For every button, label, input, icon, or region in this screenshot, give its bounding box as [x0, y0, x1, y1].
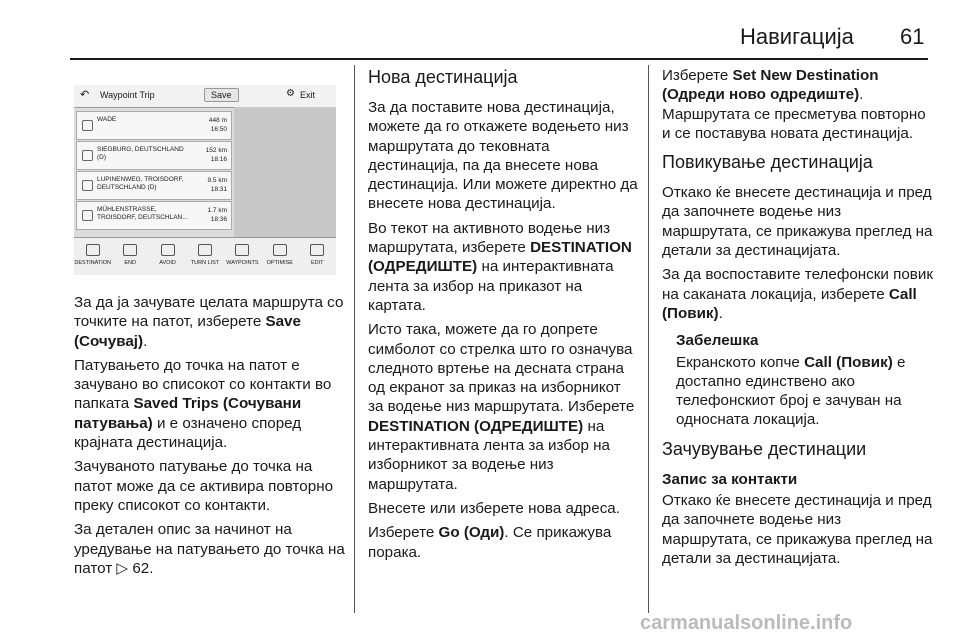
screenshot-toolbar [74, 237, 336, 275]
end-icon [123, 244, 137, 256]
screenshot-exit-button: Exit [300, 90, 316, 100]
column-divider-2 [648, 65, 649, 613]
tool-destination [74, 238, 111, 275]
text: на интерактивната лента за избор на приказот на картата. [368, 258, 614, 314]
gear-icon: ⚙ [286, 88, 295, 99]
header-rule [70, 58, 928, 60]
ui-term: DESTINATION (ОДРЕДИШТЕ) [368, 417, 584, 435]
waypoint-distance: 1.7 km [207, 207, 227, 214]
ui-term: Save (Сочувај) [74, 313, 301, 350]
waypoint-distance: 448 m [208, 117, 227, 124]
note-block [662, 331, 934, 429]
paragraph: Откако ќе внесете дестинација и пред да започнете водење низ маршрутата, се прикажува преглед на детали за дестинацијата. [662, 184, 933, 260]
paragraph: Внесете или изберете нова адреса. [368, 499, 620, 517]
tool-label: DESTINATION [74, 260, 111, 266]
waypoint-distance: 152 km [205, 147, 227, 154]
text: и е означено според крајната дестинација. [74, 414, 302, 452]
paragraph [368, 320, 640, 494]
column-1-text [74, 293, 346, 583]
tool-turn-list [186, 238, 223, 275]
waypoint-time: 16:50 [210, 126, 227, 133]
section-heading: Нова дестинација [368, 67, 518, 87]
waypoint-icon [82, 150, 93, 161]
tool-label: OPTIMISE [266, 260, 293, 266]
tool-edit [299, 238, 336, 275]
note-text [676, 353, 934, 430]
tool-end [111, 238, 148, 275]
column-3-text [662, 66, 934, 573]
waypoint-icon [82, 180, 93, 191]
waypoint-name: LUPINENWEG, TROISDORF, DEUTSCHLAND (D) [97, 176, 184, 191]
waypoint-info [207, 206, 227, 224]
waypoint-icon [82, 120, 93, 131]
paragraph [662, 66, 934, 143]
column-2-text [368, 66, 640, 567]
paragraph: Зачуваното патување до точка на патот може да се активира повторно преку списокот со контакти. [74, 458, 334, 514]
waypoint-name: WADE [97, 116, 117, 123]
screenshot-waypoint-row [76, 171, 232, 200]
tool-label: EDIT [310, 260, 324, 266]
ui-term: DESTINATION (ОДРЕДИШТЕ) [368, 239, 632, 276]
waypoint-time: 18:36 [210, 216, 227, 223]
screenshot-title-bar [74, 85, 336, 108]
optimise-icon [273, 244, 287, 256]
turn-list-icon [198, 244, 212, 256]
waypoint-time: 18:16 [210, 156, 227, 163]
paragraph: За да поставите нова дестинација, можете да го откажете водењето низ маршрутата до тековната дестинација, па да внесете нова дестинација. Или можете директно да внесете нова дестинација. [368, 99, 638, 213]
waypoint-trip-screenshot [74, 85, 336, 275]
waypoint-distance: 9.5 km [207, 177, 227, 184]
ui-term: Call (Повик) [662, 285, 917, 322]
paragraph [662, 265, 934, 323]
waypoint-name: SIEGBURG, DEUTSCHLAND (D) [97, 146, 184, 161]
waypoints-icon [235, 244, 249, 256]
back-arrow-icon: ↶ [80, 89, 90, 101]
text: на интерактивната лента за избор на изборникот за водење низ маршрутата. [368, 417, 610, 493]
watermark-footer: carmanualsonline.info [640, 612, 853, 634]
page-number: 61 [900, 24, 925, 49]
waypoint-time: 18:31 [210, 186, 227, 193]
tool-label: AVOID [159, 260, 176, 266]
avoid-icon [161, 244, 175, 256]
tool-optimise [261, 238, 298, 275]
paragraph [74, 356, 346, 452]
destination-icon [86, 244, 100, 256]
note-title: Забелешка [676, 332, 759, 350]
subsection-heading: Запис за контакти [662, 470, 798, 488]
waypoint-info [207, 176, 227, 194]
waypoint-info [206, 146, 227, 164]
column-divider-1 [354, 65, 355, 613]
edit-icon [310, 244, 324, 256]
waypoint-name: MÜHLENSTRASSE, TROISDORF, DEUTSCHLAN... [97, 206, 188, 221]
text: Во текот на активното водење низ маршрутата, изберете [368, 219, 611, 257]
text: За да воспоставите телефонски повик на саканата локација, изберете [662, 266, 933, 303]
ui-term: Go (Оди) [438, 524, 505, 542]
page-header-title: Навигација [740, 24, 854, 49]
section-heading: Повикување дестинација [662, 152, 873, 173]
section-heading: Зачувување дестинации [662, 438, 867, 459]
text: . [718, 304, 723, 322]
screenshot-waypoint-row [76, 141, 232, 170]
paragraph [74, 293, 346, 351]
text: Изберете [662, 67, 733, 84]
tool-avoid [149, 238, 186, 275]
ui-term: Set New Destination (Одреди ново одредиште) [662, 67, 879, 104]
ui-term: Call (Повик) [804, 353, 893, 371]
screenshot-save-button: Save [204, 88, 239, 102]
text: За детален опис за начинот на уредување на патувањето до точка на патот [74, 521, 345, 577]
ui-term: Saved Trips (Сочувани патувања) [74, 395, 302, 432]
text: . [149, 559, 154, 577]
text: Изберете [368, 524, 439, 542]
text: . Маршрутата се пресметува повторно и се поставува новата дестинација. [662, 86, 926, 142]
text: . [143, 332, 148, 350]
screenshot-map [234, 107, 336, 237]
text: е достапно единствено ако телефонскиот број е зачуван на односната локација. [676, 353, 906, 429]
paragraph [74, 520, 346, 578]
page-reference[interactable]: 62 [132, 559, 150, 577]
tool-label: END [124, 260, 136, 266]
text: Патувањето до точка на патот е зачувано во списокот со контакти во папката [74, 356, 332, 413]
text: Екранското копче [676, 353, 805, 371]
text: Исто така, можете да го допрете симболот со стрелка што го означува следното вртење на десната страна од екранот за приказ на изборникот за водење низ маршрутата. Изберете [368, 321, 635, 416]
text: . Се прикажува порака. [368, 524, 612, 561]
paragraph: Откако ќе внесете дестинација и пред да започнете водење низ маршрутата, се прикажува преглед на детали за дестинацијата. [662, 492, 933, 567]
screenshot-waypoint-list [76, 111, 232, 231]
paragraph [368, 523, 640, 562]
tool-label: TURN LIST [190, 260, 220, 266]
screenshot-waypoint-row [76, 201, 232, 230]
paragraph [368, 219, 640, 315]
waypoint-icon [82, 210, 93, 221]
screenshot-title: Waypoint Trip [100, 90, 155, 100]
screenshot-waypoint-row [76, 111, 232, 140]
tool-waypoints [224, 238, 261, 275]
text: За да ја зачувате целата маршрута со точките на патот, изберете [74, 294, 344, 331]
page-reference-icon: ▷ [116, 559, 129, 577]
tool-label: WAYPOINTS [226, 260, 259, 266]
waypoint-info [209, 116, 227, 134]
